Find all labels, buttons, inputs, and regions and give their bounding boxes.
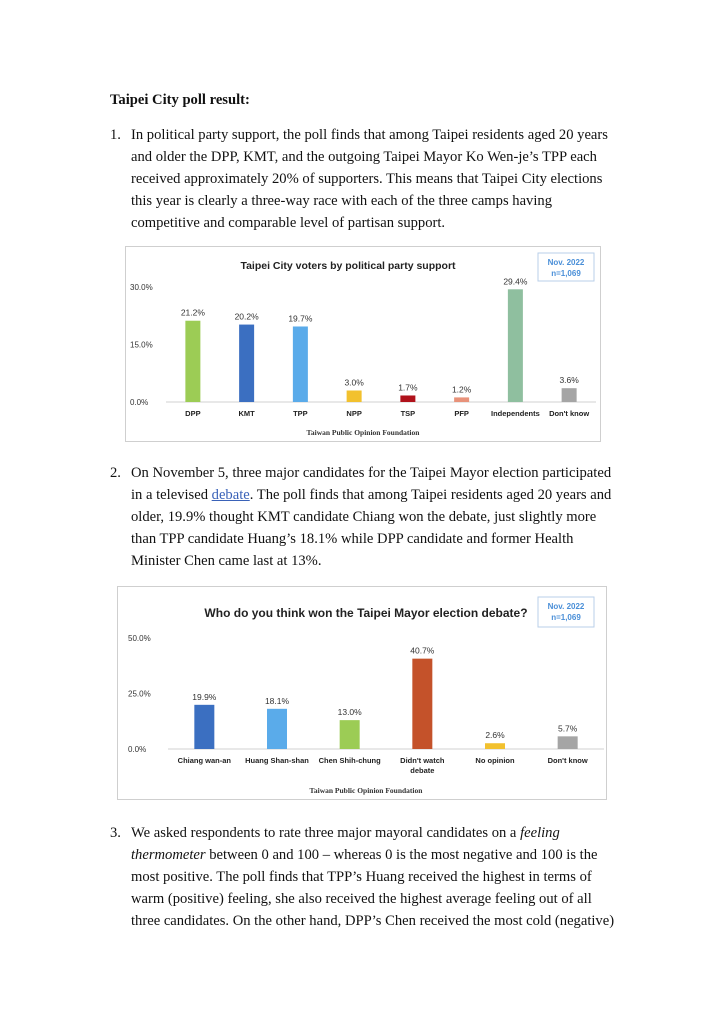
data-label: 3.6% — [559, 375, 579, 386]
category-label: TSP — [400, 409, 416, 418]
item-number: 2. — [110, 465, 121, 481]
data-label: 13.0% — [337, 707, 362, 718]
bar — [293, 326, 308, 402]
data-label: 20.2% — [234, 311, 259, 322]
chart-title: Taipei City voters by political party support — [240, 260, 456, 272]
category-label: debate — [410, 766, 435, 775]
y-tick-label: 25.0% — [128, 689, 151, 699]
category-label: DPP — [185, 409, 201, 418]
debate-link[interactable]: debate — [211, 487, 250, 503]
bar — [239, 325, 254, 402]
category-label: Chiang wan-an — [177, 756, 232, 765]
item-text-after: between 0 and 100 – whereas 0 is the most negative and 100 is the most positive. The poll finds that TPP’s Huang received the highest in terms of warm (positive) feeling, she also received the highest average feeling out of all three candidates. On the other hand, DPP’s Chen received the most cold (negative) — [131, 847, 615, 929]
chart-source: Taiwan Public Opinion Foundation — [306, 428, 420, 437]
bar — [267, 709, 287, 749]
bar — [508, 289, 523, 402]
data-label: 19.7% — [288, 313, 313, 324]
bar — [185, 321, 200, 402]
y-tick-label: 15.0% — [130, 340, 153, 350]
category-label: Independents — [490, 409, 540, 418]
sample-size: n=1,069 — [551, 269, 581, 278]
bar — [400, 395, 415, 402]
bar — [412, 659, 432, 749]
data-label: 21.2% — [180, 307, 205, 318]
y-tick-label: 30.0% — [130, 283, 153, 292]
debate-winner-chart-svg — [118, 587, 606, 799]
data-label: 1.2% — [451, 384, 472, 395]
bar — [194, 705, 214, 749]
category-label: Don't know — [547, 756, 588, 765]
data-label: 40.7% — [410, 645, 435, 656]
item-text-after: . The poll finds that among Taipei residents aged 20 years and older, 19.9% thought KMT candidate Chiang won the debate, just slightly more than TPP candidate Huang’s 18.1% while DPP candidate and former Health Minister Chen came last at 13%. — [131, 487, 612, 569]
y-tick-label: 50.0% — [128, 634, 151, 643]
category-label: No opinion — [475, 756, 515, 765]
bar — [558, 736, 578, 749]
item-text — [131, 462, 616, 572]
data-label: 2.6% — [485, 730, 505, 741]
chart-title: Who do you think won the Taipei Mayor election debate? — [204, 606, 528, 620]
item-text — [131, 822, 616, 932]
y-tick-label: 0.0% — [128, 745, 147, 754]
sample-date: Nov. 2022 — [547, 258, 585, 267]
bar — [340, 720, 360, 749]
item-text-before: On November 5, three major candidates for the Taipei Mayor election participated in a televised — [131, 465, 612, 503]
category-label: Chen Shih-chung — [318, 756, 381, 765]
item-text: In political party support, the poll finds that among Taipei residents aged 20 years and older the DPP, KMT, and the outgoing Taipei Mayor Ko Wen-je’s TPP each received approximately 20% of supporters. This means that Taipei City elections this year is clearly a three-way race with each of the three camps having competitive and comparable level of partisan support. — [131, 127, 608, 231]
item-text-emphasis: feeling thermometer — [131, 825, 560, 863]
category-label: Huang Shan-shan — [245, 756, 309, 765]
list-item-1 — [110, 124, 616, 234]
list-item-2 — [110, 462, 616, 572]
data-label: 1.7% — [398, 382, 418, 393]
category-label: KMT — [238, 409, 255, 418]
category-label: Don't know — [549, 409, 590, 418]
debate-winner-chart — [117, 586, 607, 800]
category-label: PFP — [454, 409, 469, 418]
data-label: 3.0% — [344, 377, 364, 388]
data-label: 18.1% — [264, 695, 290, 706]
category-label: Didn't watch — [400, 756, 445, 765]
bar — [562, 388, 577, 402]
bar — [485, 743, 505, 749]
sample-date: Nov. 2022 — [547, 602, 585, 611]
party-support-chart-svg — [126, 247, 600, 441]
bar — [454, 397, 469, 402]
data-label: 5.7% — [557, 723, 578, 734]
data-label: 29.4% — [503, 276, 528, 287]
y-tick-label: 0.0% — [130, 398, 149, 407]
item-number: 3. — [110, 825, 121, 841]
item-number: 1. — [110, 127, 121, 143]
item-text-before: We asked respondents to rate three major mayoral candidates on a — [131, 825, 521, 841]
list-item-3 — [110, 822, 616, 932]
bar — [347, 391, 362, 403]
sample-size: n=1,069 — [551, 613, 581, 622]
section-heading: Taipei City poll result: — [110, 92, 250, 108]
category-label: TPP — [293, 409, 308, 418]
chart-source: Taiwan Public Opinion Foundation — [309, 786, 423, 795]
party-support-chart — [125, 246, 601, 442]
category-label: NPP — [346, 409, 362, 418]
data-label: 19.9% — [192, 691, 217, 702]
